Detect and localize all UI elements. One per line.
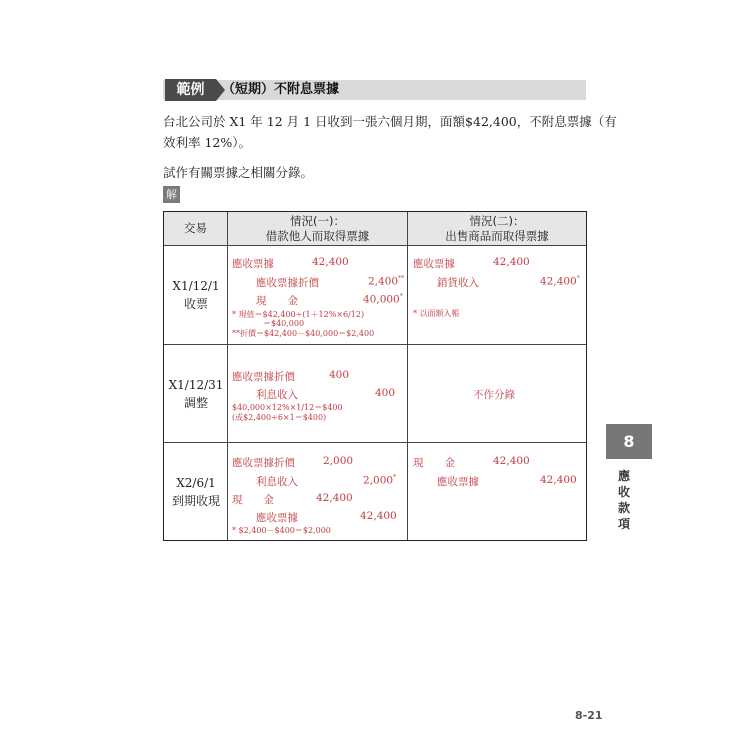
entry-amount: 42,400 bbox=[312, 256, 349, 268]
entry-amount: 40,000* bbox=[363, 293, 403, 306]
entry-account: 利息收入 bbox=[256, 476, 298, 488]
entry-amount: 42,400 bbox=[493, 256, 530, 268]
entry-account: 利息收入 bbox=[256, 389, 298, 401]
entry-note: $40,000×12%×1/12＝$400 bbox=[232, 403, 343, 412]
entry-amount: 400 bbox=[375, 387, 396, 399]
entry-account: 應收票據 bbox=[437, 476, 479, 488]
entry-account: 應收票據折價 bbox=[232, 457, 295, 469]
row-label: 到期收現 bbox=[171, 494, 220, 508]
entry-account: 應收票據折價 bbox=[232, 371, 295, 383]
entry-note: ＝$40,000 bbox=[263, 319, 305, 328]
entry-account: 現 金 bbox=[256, 295, 298, 307]
problem-line-2: 效利率 12%）。 bbox=[163, 135, 252, 150]
entry-amount: 400 bbox=[329, 369, 350, 381]
chapter-tab-title: 應收款項 bbox=[617, 469, 630, 531]
column-divider bbox=[407, 212, 408, 540]
no-entry-text: 不作分錄 bbox=[473, 389, 515, 401]
page-number: 8-21 bbox=[575, 709, 603, 722]
header-case2-title: 情況(二)： bbox=[469, 214, 525, 228]
journal-entry-table bbox=[163, 211, 587, 541]
row-divider bbox=[164, 344, 586, 345]
entry-account: 應收票據 bbox=[413, 258, 455, 270]
entry-account: 應收票據 bbox=[256, 512, 298, 524]
entry-amount: 2,000 bbox=[323, 455, 354, 467]
chapter-tab: 8 bbox=[606, 424, 652, 459]
entry-note: (或$2,400÷6×1＝$400) bbox=[232, 413, 327, 422]
row-date: X1/12/31 bbox=[168, 378, 224, 392]
row-label: 收票 bbox=[183, 297, 208, 311]
row-date: X2/6/1 bbox=[176, 476, 216, 490]
entry-account: 現 金 bbox=[413, 457, 455, 469]
entry-amount: 2,000* bbox=[363, 474, 397, 487]
header-case1-desc: 借款他人而取得票據 bbox=[265, 229, 370, 243]
header-transaction: 交易 bbox=[184, 221, 207, 235]
entry-amount: 42,400 bbox=[493, 455, 530, 467]
entry-account: 應收票據折價 bbox=[256, 277, 319, 289]
entry-note: **折價＝$42,400－$40,000＝$2,400 bbox=[232, 329, 375, 338]
problem-line-1: 台北公司於 X1 年 12 月 1 日收到一張六個月期，面額$42,400，不附息票據（有 bbox=[163, 114, 617, 129]
entry-account: 銷貨收入 bbox=[437, 277, 479, 289]
entry-note: * 現值＝$42,400÷(1＋12%×6/12) bbox=[232, 310, 365, 319]
example-title: （短期）不附息票據 bbox=[222, 82, 340, 97]
header-case2-desc: 出售商品而取得票據 bbox=[445, 229, 549, 243]
example-tag: 範例 bbox=[165, 79, 216, 101]
entry-amount: 2,400** bbox=[368, 275, 405, 288]
solution-label: 解 bbox=[163, 186, 180, 203]
entry-amount: 42,400 bbox=[360, 510, 397, 522]
problem-instruction: 試作有關票據之相關分錄。 bbox=[163, 165, 314, 180]
row-label: 調整 bbox=[183, 396, 208, 410]
entry-amount: 42,400 bbox=[540, 474, 577, 486]
row-date: X1/12/1 bbox=[172, 279, 220, 293]
entry-amount: 42,400 bbox=[316, 492, 353, 504]
header-case1-title: 情況(一)： bbox=[290, 214, 345, 228]
row-divider bbox=[164, 442, 586, 443]
entry-account: 現 金 bbox=[232, 494, 274, 506]
entry-note: * $2,400－$400＝$2,000 bbox=[232, 526, 331, 535]
entry-note: * 以面額入帳 bbox=[413, 309, 460, 318]
row-divider bbox=[164, 245, 586, 246]
entry-account: 應收票據 bbox=[232, 258, 274, 270]
entry-amount: 42,400* bbox=[540, 275, 580, 288]
